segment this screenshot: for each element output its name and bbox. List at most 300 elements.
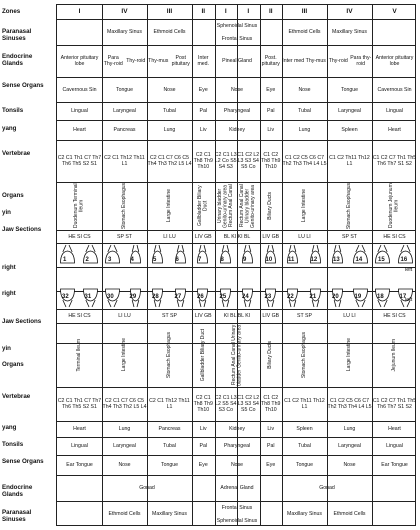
bottom-jaw-9-text: HE SI CS (383, 313, 406, 319)
top-jaw-7-text: LU LI (298, 233, 311, 240)
bottom-tonsil-9-text: Lingual (386, 443, 403, 449)
bottom-sense-5-text: Nose (230, 462, 244, 468)
bottom-vertebrae-4-text: C2 C1 Th8 Th9 Th10 (193, 395, 213, 413)
bottom-yang-4-text: Liv (199, 426, 207, 432)
bottom-sense-6-text: Eye (266, 462, 276, 468)
bottom-tonsil-2 (102, 437, 147, 455)
bottom-jaw-7 (282, 309, 327, 323)
top-jaw-2-text: SP ST (117, 233, 132, 240)
zone-header-1 (57, 5, 102, 19)
top-tonsil-7 (282, 102, 327, 120)
top-gland-12-text: Para thy-roid (350, 55, 372, 67)
top-jaw-3 (147, 230, 192, 243)
top-sense-1 (57, 77, 102, 102)
bottom-vertebrae-2-text: C2 C1 C7 C6 C5 Th4 Th3 Th2 L5 L4 (102, 398, 147, 410)
top-sense-5 (215, 77, 260, 102)
bottom-organ-2 (102, 323, 147, 387)
top-gland-5-text: Post pituitary (171, 55, 190, 67)
bottom-sinus-maxillary-l-text: Maxillary Sinus (287, 511, 322, 517)
bottom-sinus-frontal (215, 501, 260, 514)
top-gland-9 (282, 45, 305, 77)
top-sense-6 (260, 77, 283, 102)
bottom-organ-7 (282, 323, 327, 387)
top-gland-6 (192, 45, 215, 77)
bottom-yang-4 (192, 421, 215, 437)
bottom-jaw-3 (147, 309, 192, 323)
top-yang-5-text: Kidney (229, 127, 245, 133)
bottom-sense-1 (57, 455, 102, 475)
top-tonsil-8-text: Laryngeal (338, 108, 361, 114)
zone-header-4 (192, 5, 215, 19)
top-yang-6-text: Liv (267, 127, 275, 133)
top-yang-7 (282, 120, 327, 140)
bottom-sinus-ethmoid-r (102, 501, 147, 527)
top-tonsil-9 (372, 102, 417, 120)
bottom-vertebrae-3-text: C2 C1 Th12 Th11 L1 (149, 398, 190, 410)
top-sinus-sphenoidal (215, 19, 260, 32)
bottom-organ-5-text: Rectum Anal Canal Urinary bladder Genito-urinary area (230, 324, 242, 386)
top-gland-3 (125, 45, 148, 77)
top-jaw-5-text: BL KI KI BL (223, 233, 251, 240)
top-organ-4 (192, 182, 215, 230)
bottom-organ-1-text: Terminal Ileum (75, 338, 82, 372)
top-vertebrae-6 (237, 140, 260, 182)
top-gland-4 (147, 45, 170, 77)
top-jaw-9-text: HE SI CS (383, 233, 406, 240)
label-endocrine: Endocrine Glands (2, 53, 33, 67)
top-sense-9-text: Cavernous Sin (377, 86, 412, 93)
bottom-yang-7-text: Spleen (296, 426, 313, 432)
bottom-tonsil-5 (215, 437, 260, 455)
top-gland-8-text: Post. pituitary (261, 55, 280, 67)
lower-tooth-number: 18 (377, 294, 384, 300)
upper-tooth-2[interactable] (82, 243, 99, 265)
label-yin: yin (2, 209, 11, 216)
bottom-jaw-8 (327, 309, 372, 323)
top-gland-1 (57, 45, 102, 77)
top-tonsil-6-text: Pal (267, 108, 275, 114)
bottom-jaw-5-text: KI BL BL KI (223, 313, 251, 319)
bottom-tonsil-7 (282, 437, 327, 455)
top-gland-11-text: Thy-roid (328, 58, 348, 64)
bottom-yang-8 (327, 421, 372, 437)
top-sense-3-text: Nose (163, 86, 176, 93)
top-yang-6 (260, 120, 283, 140)
top-gland-5 (170, 45, 193, 77)
zone-header-5-text: I (224, 8, 227, 15)
top-tonsil-4 (192, 102, 215, 120)
bottom-yang-2-text: Lung (118, 426, 131, 432)
bottom-yang-3 (147, 421, 192, 437)
top-sinus-sphenoidal-text: Sphenoidal Sinus (216, 22, 258, 29)
top-vertebrae-10 (372, 140, 417, 182)
bottom-gland-gonad-r-text: Gonad (139, 485, 155, 491)
upper-tooth-number: 15 (378, 257, 385, 263)
bottom-organ-4-text: Gallbladder Biliary Duct (199, 328, 206, 382)
lower-tooth-number: 21 (309, 294, 317, 300)
tooth-grid (56, 4, 416, 526)
upper-tooth-5[interactable] (149, 243, 166, 265)
top-gland-2-text: Para Thy-roid (103, 55, 123, 67)
bottom-tonsil-4 (192, 437, 215, 455)
bottom-tonsil-1 (57, 437, 102, 455)
top-sense-1-text: Cavernous Sin (62, 86, 97, 93)
bottom-vertebrae-8-text: C1 C2 Th11 Th12 L1 (284, 398, 325, 410)
zone-header-4-text: II (201, 8, 206, 15)
bottom-organ-2-text: Large Intestine (120, 338, 127, 372)
bottom-sense-9 (372, 455, 417, 475)
lower-tooth-number: 22 (287, 294, 294, 300)
upper-tooth-number: 14 (355, 257, 363, 263)
top-sense-9 (372, 77, 417, 102)
lower-tooth-number: 27 (174, 294, 182, 300)
top-tonsil-5-text: Pharyngeal (223, 108, 251, 114)
bottom-vertebrae-5-text: C2 C1 L3 L2 S5 S4 S3 Co (214, 395, 237, 413)
lower-tooth-number: 17 (399, 294, 407, 300)
top-organ-3-text: Large Intestine (165, 189, 172, 223)
top-sinus-frontal-text: Frontal Sinus (221, 35, 253, 42)
upper-tooth-3[interactable] (104, 243, 121, 265)
lower-tooth-number: 23 (264, 294, 272, 300)
top-tonsil-2 (102, 102, 147, 120)
top-sense-6-text: Eye (266, 86, 276, 93)
bottom-yang-6-text: Liv (267, 426, 275, 432)
top-jaw-8 (327, 230, 372, 243)
bottom-organ-3-text: Stomach Esophagus (165, 331, 172, 379)
top-tonsil-8 (327, 102, 372, 120)
top-gland-10-text: Thy-mus (305, 58, 326, 64)
upper-tooth-6[interactable] (172, 243, 189, 265)
zone-header-2-text: IV (121, 8, 128, 15)
top-organ-2 (102, 182, 147, 230)
bottom-sinus-maxillary-r (147, 501, 192, 527)
bottom-organ-6-text: Biliary Ducts (267, 341, 273, 369)
top-vertebrae-1 (57, 140, 102, 182)
top-vertebrae-3 (147, 140, 192, 182)
top-sense-8 (327, 77, 372, 102)
upper-tooth-number: 2 (85, 257, 89, 263)
label-zones: Zones (2, 8, 21, 15)
bottom-yang-1-text: Heart (73, 426, 86, 432)
top-organ-1 (57, 182, 102, 230)
bottom-sinus-sphenoidal-text: Sphenoidal Sinus (216, 517, 258, 524)
top-organ-2-text: Stomach Esophagus (120, 182, 127, 230)
top-tonsil-1 (57, 102, 102, 120)
top-jaw-8-text: SP ST (342, 233, 357, 240)
top-organ-10-text: Duodenum Jejunum Ileum (388, 183, 400, 229)
zone-header-9-text: IV (346, 8, 353, 15)
zone-header-8 (282, 5, 327, 19)
top-organ-1-text: Duodenum Terminal Ileum (73, 183, 85, 229)
top-sinus-ethmoid-l (282, 19, 327, 45)
upper-tooth-1[interactable] (59, 243, 76, 265)
top-vertebrae-4-text: C2 C1 Th8 Th9 Th10 (193, 152, 213, 170)
top-vertebrae-5 (215, 140, 238, 182)
zone-header-9 (327, 5, 372, 19)
top-gland-3-text: Thy-roid (126, 58, 146, 64)
bottom-sense-8-text: Nose (343, 462, 356, 468)
zone-header-3 (147, 5, 192, 19)
top-organ-8 (282, 182, 327, 230)
bottom-yang-3-text: Pancreas (158, 426, 181, 432)
bottom-gland-adrenal-text: Adrenal Gland (220, 485, 254, 491)
upper-tooth-9[interactable] (239, 243, 256, 265)
top-sense-7-text: Nose (298, 86, 311, 93)
upper-tooth-number: 12 (310, 257, 318, 263)
top-sinus-ethmoid-r-text: Ethmoid Cells (153, 29, 186, 35)
top-gland-13-text: Anterior pituitary lobe (375, 55, 414, 67)
upper-tooth-7[interactable] (194, 243, 211, 265)
top-vertebrae-6-text: C1 C2 L2 L3 S3 S4 S5 Co (237, 152, 260, 170)
label-right-upper: right (2, 264, 16, 271)
top-tonsil-4-text: Pal (199, 108, 207, 114)
zone-header-6 (237, 5, 260, 19)
top-gland-4-text: Thy-mus (148, 58, 169, 64)
left-label-lower: left (405, 297, 413, 303)
label-organs: Organs (2, 192, 24, 199)
zone-header-3-text: III (166, 8, 173, 15)
top-vertebrae-7-text: C1 C2 Th8 Th9 Th10 (261, 152, 281, 170)
bottom-jaw-4 (192, 309, 215, 323)
bottom-jaw-1-text: HE SI CS (68, 313, 91, 319)
bottom-gland-gonad-l-text: Gonad (319, 485, 335, 491)
label-jaw-bottom: Jaw Sections (2, 318, 42, 325)
top-vertebrae-9-text: C1 C2 Th11 Th12 L1 (329, 155, 370, 167)
top-vertebrae-8-text: C1 C2 C5 C6 C7 Th2 Th3 Th4 L4 L5 (282, 155, 327, 167)
top-gland-9-text: Inter med (282, 58, 305, 64)
top-gland-8 (260, 45, 283, 77)
bottom-organ-3 (147, 323, 192, 387)
bottom-jaw-3-text: ST SP (162, 313, 177, 319)
bottom-jaw-6-text: LIV GB (262, 313, 280, 319)
label-organs-bottom: Organs (2, 361, 24, 368)
top-gland-11 (327, 45, 350, 77)
bottom-vertebrae-1-text: C2 C1 Th1 C7 Th7 Th6 Th5 S2 S1 (57, 398, 102, 410)
upper-tooth-number: 9 (243, 257, 247, 263)
top-yang-2-text: Pancreas (113, 127, 136, 133)
top-vertebrae-5-text: C2 C1 L3 L2 Co S5 S4 S3 (214, 152, 237, 170)
bottom-yang-2 (102, 421, 147, 437)
bottom-jaw-4-text: LIV GB (194, 313, 212, 319)
bottom-vertebrae-8 (282, 387, 327, 421)
bottom-organ-5 (215, 323, 260, 387)
top-organ-7 (260, 182, 283, 230)
lower-tooth-number: 25 (219, 294, 227, 300)
bottom-sense-2-text: Nose (118, 462, 131, 468)
top-tonsil-7-text: Tubal (298, 108, 311, 114)
bottom-sinus-ethmoid-l (327, 501, 372, 527)
top-organ-3 (147, 182, 192, 230)
lower-tooth-number: 30 (107, 294, 114, 300)
zone-header-5 (215, 5, 238, 19)
top-jaw-6-text: LIV GB (262, 233, 280, 240)
bottom-sense-5 (215, 455, 260, 475)
top-organ-10 (372, 182, 417, 230)
bottom-jaw-6 (260, 309, 283, 323)
bottom-vertebrae-2 (102, 387, 147, 421)
bottom-jaw-1 (57, 309, 102, 323)
bottom-tonsil-5-text: Pharyngeal (223, 443, 251, 449)
top-yang-8 (327, 120, 372, 140)
bottom-sinus-maxillary-l (282, 501, 327, 527)
bottom-jaw-9 (372, 309, 417, 323)
bottom-vertebrae-10 (372, 387, 417, 421)
top-sense-4-text: Eye (198, 86, 208, 93)
bottom-sense-2 (102, 455, 147, 475)
top-sinus-maxillary-r-text: Maxillary Sinus (107, 29, 142, 35)
bottom-gland-adrenal (192, 475, 282, 501)
top-yang-2 (102, 120, 147, 140)
bottom-organ-8 (327, 323, 372, 387)
bottom-jaw-2 (102, 309, 147, 323)
top-jaw-4-text: LIV GB (194, 233, 212, 240)
upper-tooth-number: 8 (220, 257, 224, 263)
top-yang-4 (192, 120, 215, 140)
label-sense-bottom: Sense Organs (2, 458, 44, 465)
top-vertebrae-4 (192, 140, 215, 182)
top-jaw-4 (192, 230, 215, 243)
zone-header-7 (260, 5, 283, 19)
bottom-tonsil-4-text: Pal (199, 443, 207, 449)
bottom-vertebrae-10-text: C1 C2 C7 Th1 Th5 Th6 Th7 S1 S2 (372, 398, 417, 410)
top-jaw-5 (215, 230, 260, 243)
lower-tooth-number: 31 (84, 294, 92, 300)
bottom-tonsil-6 (260, 437, 283, 455)
bottom-tonsil-1-text: Lingual (71, 443, 88, 449)
top-yang-9 (372, 120, 417, 140)
label-vertebrae-bottom: Vertebrae (2, 393, 31, 400)
bottom-sense-1-text: Ear Tongue (66, 462, 93, 468)
top-yang-9-text: Heart (388, 127, 401, 133)
top-gland-10 (305, 45, 328, 77)
top-sense-2 (102, 77, 147, 102)
label-vertebrae: Vertebrae (2, 150, 31, 157)
top-organ-9-text: Stomach Esophagus (345, 182, 352, 230)
top-sense-4 (192, 77, 215, 102)
bottom-tonsil-7-text: Tubal (298, 443, 311, 449)
lower-tooth-number: 28 (152, 294, 159, 300)
top-tonsil-5 (215, 102, 260, 120)
lower-tooth-number: 32 (62, 294, 69, 300)
upper-tooth-number: 3 (108, 257, 112, 263)
bottom-vertebrae-7-text: C1 C2 Th8 Th9 Th10 (261, 395, 281, 413)
top-yang-7-text: Lung (298, 127, 311, 133)
top-sense-2-text: Tongue (115, 86, 134, 93)
bottom-tonsil-3-text: Tubal (163, 443, 176, 449)
top-tonsil-2-text: Laryngeal (113, 108, 136, 114)
zone-header-8-text: III (301, 8, 308, 15)
bottom-sense-6 (260, 455, 283, 475)
top-gland-13 (372, 45, 417, 77)
upper-tooth-number: 4 (130, 257, 134, 263)
label-sense: Sense Organs (2, 82, 44, 89)
bottom-gland-gonad-r (102, 475, 192, 501)
top-jaw-9 (372, 230, 417, 243)
label-right-lower: right (2, 290, 16, 297)
top-vertebrae-10-text: C1 C2 C7 Th1 Th5 Th6 Th7 S1 S2 (372, 155, 417, 167)
lower-tooth-number: 26 (197, 294, 204, 300)
bottom-sense-8 (327, 455, 372, 475)
top-yang-8-text: Spleen (341, 127, 358, 133)
bottom-organ-4 (192, 323, 215, 387)
top-yang-3 (147, 120, 192, 140)
bottom-tonsil-8-text: Laryngeal (338, 443, 361, 449)
top-jaw-7 (282, 230, 327, 243)
upper-tooth-number: 5 (153, 257, 157, 263)
label-paranasal-bottom: Paranasal Sinuses (2, 509, 32, 523)
top-vertebrae-8 (282, 140, 327, 182)
bottom-vertebrae-1 (57, 387, 102, 421)
bottom-sinus-ethmoid-r-text: Ethmoid Cells (108, 511, 141, 517)
top-tonsil-1-text: Lingual (71, 108, 88, 114)
upper-tooth-number: 16 (400, 257, 408, 263)
top-sinus-maxillary-l-text: Maxillary Sinus (332, 29, 367, 35)
upper-tooth-number: 11 (288, 257, 295, 263)
bottom-vertebrae-9-text: C1 C2 C5 C6 C7 Th2 Th3 Th4 L4 L5 (327, 398, 372, 410)
bottom-sense-7-text: Tongue (295, 462, 314, 468)
bottom-organ-7-text: Stomach Esophagus (300, 331, 307, 379)
bottom-vertebrae-6-text: C1 C2 L2 L3 S3 S4 S5 Co (237, 395, 260, 413)
bottom-jaw-2-text: LI LU (118, 313, 131, 319)
top-gland-2 (102, 45, 125, 77)
top-jaw-1 (57, 230, 102, 243)
bottom-jaw-8-text: LU LI (343, 313, 356, 319)
label-yin-bottom: yin (2, 345, 11, 352)
top-organ-8-text: Large Intestine (300, 189, 307, 223)
top-yang-4-text: Liv (199, 127, 207, 133)
bottom-yang-5-text: Kidney (229, 426, 245, 432)
top-gland-7 (215, 45, 260, 77)
bottom-tonsil-6-text: Pal (267, 443, 275, 449)
bottom-tonsil-9 (372, 437, 417, 455)
top-vertebrae-1-text: C2 C1 Th1 C7 Th7 Th6 Th5 S2 S1 (57, 155, 102, 167)
upper-tooth-number: 7 (198, 257, 202, 263)
zone-header-10-text: V (392, 8, 397, 15)
bottom-vertebrae-4 (192, 387, 215, 421)
top-yang-3-text: Lung (163, 127, 176, 133)
bottom-organ-1 (57, 323, 102, 387)
bottom-organ-6 (260, 323, 283, 387)
top-tonsil-3 (147, 102, 192, 120)
bottom-yang-7 (282, 421, 327, 437)
lower-tooth-number: 29 (129, 294, 137, 300)
bottom-sinus-frontal-text: Frontal Sinus (221, 504, 253, 511)
top-jaw-6 (260, 230, 283, 243)
bottom-yang-9 (372, 421, 417, 437)
zone-header-6-text: I (247, 8, 250, 15)
zone-header-1-text: I (78, 8, 81, 15)
top-tonsil-6 (260, 102, 283, 120)
bottom-vertebrae-3 (147, 387, 192, 421)
bottom-tonsil-2-text: Laryngeal (113, 443, 136, 449)
lower-tooth-number: 19 (354, 294, 362, 300)
bottom-sense-3-text: Tongue (160, 462, 179, 468)
upper-tooth-8[interactable] (217, 243, 234, 265)
top-gland-6-text: Inter med. (197, 55, 210, 67)
top-vertebrae-7 (260, 140, 283, 182)
top-gland-12 (350, 45, 373, 77)
bottom-sense-7 (282, 455, 327, 475)
upper-tooth-4[interactable] (127, 243, 144, 265)
top-sinus-ethmoid-l-text: Ethmoid Cells (288, 29, 321, 35)
top-sinus-ethmoid-r (147, 19, 192, 45)
label-yang-bottom: yang (2, 424, 17, 431)
row-divider (57, 267, 415, 268)
bottom-vertebrae-7 (260, 387, 283, 421)
bottom-jaw-5 (215, 309, 260, 323)
top-organ-4-text: Gallbladder Biliary Duct (196, 185, 209, 227)
bottom-sense-4-text: Eye (198, 462, 208, 468)
